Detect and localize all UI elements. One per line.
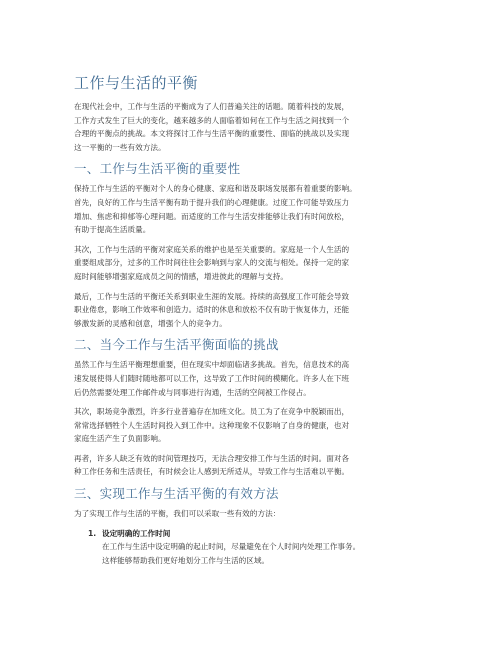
section-2-paragraph-2 bbox=[74, 405, 430, 446]
list-item-number: 1. bbox=[88, 528, 97, 538]
section-3-intro: 为了实现工作与生活的平衡，我们可以采取一些有效的方法： bbox=[74, 509, 281, 519]
text-line: 家庭生活产生了负面影响。 bbox=[74, 434, 166, 444]
text-line: 常常选择牺牲个人生活时间投入到工作中。这种现象不仅影响了自身的健康，也对 bbox=[74, 420, 350, 430]
methods-list bbox=[88, 527, 430, 568]
text-line: 最后，工作与生活的平衡还关系到职业生涯的发展。持续的高强度工作可能会导致 bbox=[74, 291, 350, 301]
section-3-heading: 三、实现工作与生活平衡的有效方法 bbox=[74, 486, 279, 502]
section-2-heading: 二、当今工作与生活平衡面临的挑战 bbox=[74, 337, 279, 353]
intro-line: 这一平衡的一些有效方法。 bbox=[74, 142, 166, 152]
text-line: 其次，职场竞争激烈，许多行业普遍存在加班文化。员工为了在竞争中脱颖而出， bbox=[74, 407, 350, 417]
text-line: 速发展使得人们随时随地都可以工作，这导致了工作时间的模糊化。许多人在下班 bbox=[74, 373, 350, 383]
intro-line: 在现代社会中，工作与生活的平衡成为了人们普遍关注的话题。随着科技的发展， bbox=[74, 102, 350, 111]
section-1-paragraph-1 bbox=[74, 182, 430, 236]
text-line: 够激发新的灵感和创意，增强个人的竞争力。 bbox=[74, 318, 227, 328]
intro-line: 合理的平衡点的挑战。本文将探讨工作与生活平衡的重要性、面临的挑战以及实现 bbox=[74, 129, 350, 139]
section-2-paragraph-1 bbox=[74, 358, 430, 399]
text-line: 其次，工作与生活的平衡对家庭关系的维护也是至关重要的。家庭是一个人生活的 bbox=[74, 244, 350, 254]
text-line: 在工作与生活中设定明确的起止时间，尽量避免在个人时间内处理工作事务。 bbox=[102, 542, 361, 552]
text-line: 重要组成部分，过多的工作时间往往会影响到与家人的交流与相处。保持一定的家 bbox=[74, 258, 350, 268]
section-1-paragraph-3 bbox=[74, 290, 430, 331]
text-line: 首先，良好的工作与生活平衡有助于提升我们的心理健康。过度工作可能导致压力 bbox=[74, 197, 350, 207]
list-item-body bbox=[102, 540, 430, 567]
list-item bbox=[88, 527, 430, 568]
section-1-paragraph-2 bbox=[74, 243, 430, 284]
section-1-heading: 一、工作与生活平衡的重要性 bbox=[74, 161, 241, 177]
text-line: 后仍然需要处理工作邮件或与同事进行沟通，生活的空间被工作侵占。 bbox=[74, 387, 311, 397]
text-line: 职业倦怠，影响工作效率和创造力。适时的休息和放松不仅有助于恢复体力，还能 bbox=[74, 305, 350, 315]
list-item-title: 设定明确的工作时间 bbox=[102, 528, 171, 538]
document-page bbox=[74, 73, 430, 567]
text-line: 虽然工作与生活平衡理想重要，但在现实中却面临诸多挑战。首先，信息技术的高 bbox=[74, 360, 350, 370]
text-line: 这样能够帮助我们更好地划分工作与生活的区域。 bbox=[102, 555, 270, 565]
intro-line: 工作方式发生了巨大的变化，越来越多的人面临着如何在工作与生活之间找到一个 bbox=[74, 115, 350, 125]
text-line: 保持工作与生活的平衡对个人的身心健康、家庭和谐及职场发展都有着重要的影响。 bbox=[74, 184, 357, 194]
page-title: 工作与生活的平衡 bbox=[74, 74, 199, 92]
intro-paragraph bbox=[74, 100, 430, 154]
text-line: 种工作任务和生活责任，有时候会让人感到无所适从，导致工作与生活难以平衡。 bbox=[74, 467, 350, 477]
text-line: 再者，许多人缺乏有效的时间管理技巧，无法合理安排工作与生活的时间。面对各 bbox=[74, 453, 350, 463]
text-line: 庭时间能够增强家庭成员之间的情感，增进彼此的理解与支持。 bbox=[74, 271, 289, 281]
text-line: 有助于提高生活质量。 bbox=[74, 225, 151, 235]
text-line: 增加、焦虑和抑郁等心理问题。而适度的工作与生活安排能够让我们有时间放松， bbox=[74, 211, 350, 221]
section-2-paragraph-3 bbox=[74, 452, 430, 479]
